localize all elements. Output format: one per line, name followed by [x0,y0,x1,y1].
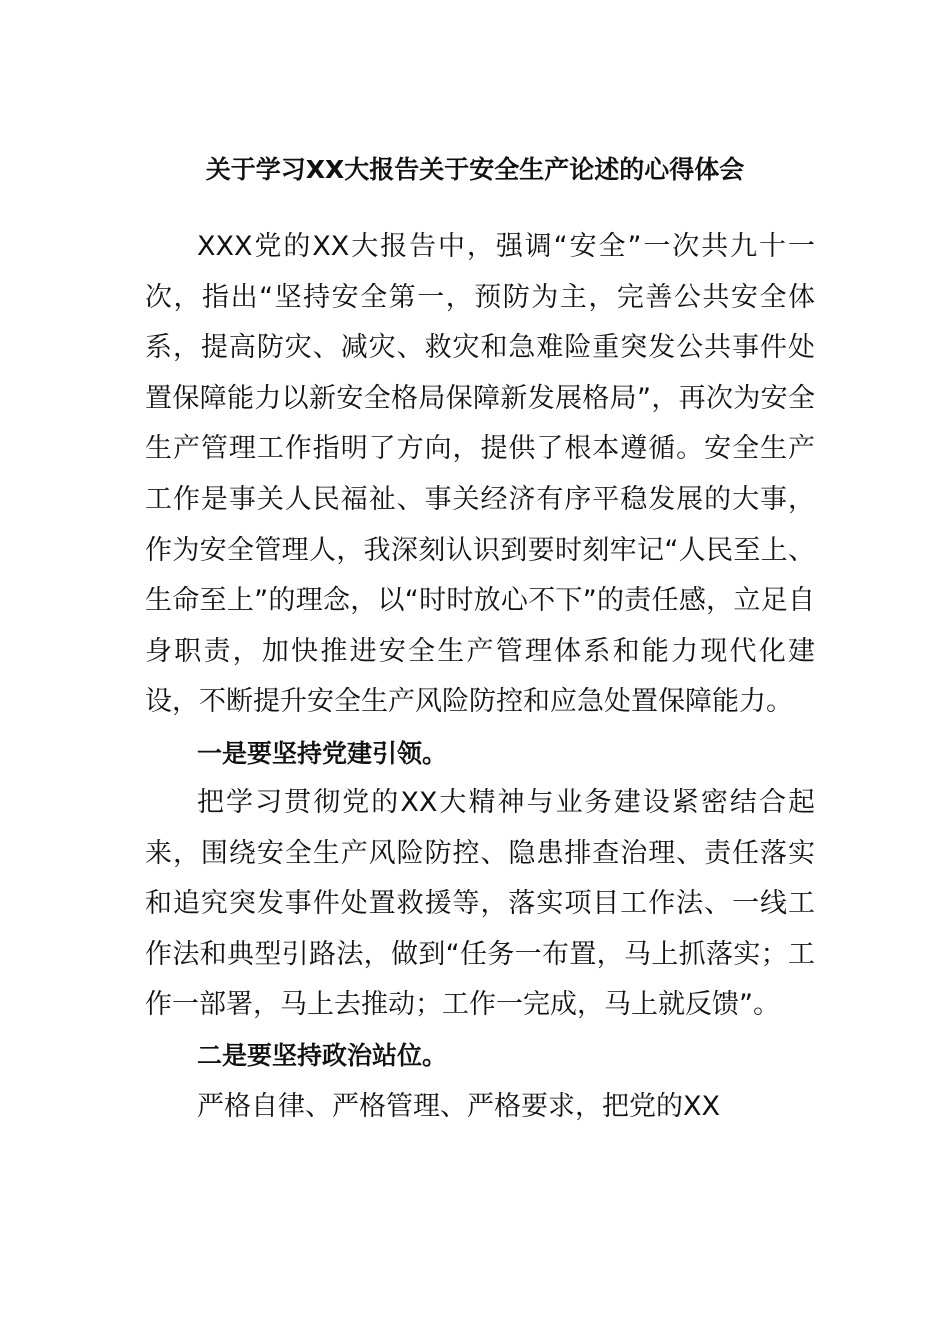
body-paragraph-political-stance: 严格自律、严格管理、严格要求，把党的XX [197,1091,720,1122]
body-paragraph-intro: XXX党的XX大报告中，强调“安全”一次共九十一次，指出“坚持安全第一，预防为主，完善公共安全体系，提高防灾、减灾、救灾和急难险重突发公共事件处置保障能力以新安全格局保障新发展格局”，再次为安全生产管理工作指明了方向，提供了根本遵循。安全生产工作是事关人民福祉、事关经济有序平稳发展的大事，作为安全管理人，我深刻认识到要时刻牢记“人民至上、生命至上”的理念，以“时时放心不下”的责任感，立足自身职责，加快推进安全生产管理体系和能力现代化建设，不断提升安全生产风险防控和应急处置保障能力。 [145,231,815,718]
document-title: 关于学习XX大报告关于安全生产论述的心得体会 [205,155,745,184]
section-heading-party-leadership: 一是要坚持党建引领。 [197,739,448,768]
body-paragraph-party-leadership: 把学习贯彻党的XX大精神与业务建设紧密结合起来，围绕安全生产风险防控、隐患排查治理、责任落实和追究突发事件处置救援等，落实项目工作法、一线工作法和典型引路法，做到“任务一布置，马上抓落实；工作一部署，马上去推动；工作一完成，马上就反馈”。 [145,787,815,1021]
section-heading-political-stance: 二是要坚持政治站位。 [197,1041,448,1070]
